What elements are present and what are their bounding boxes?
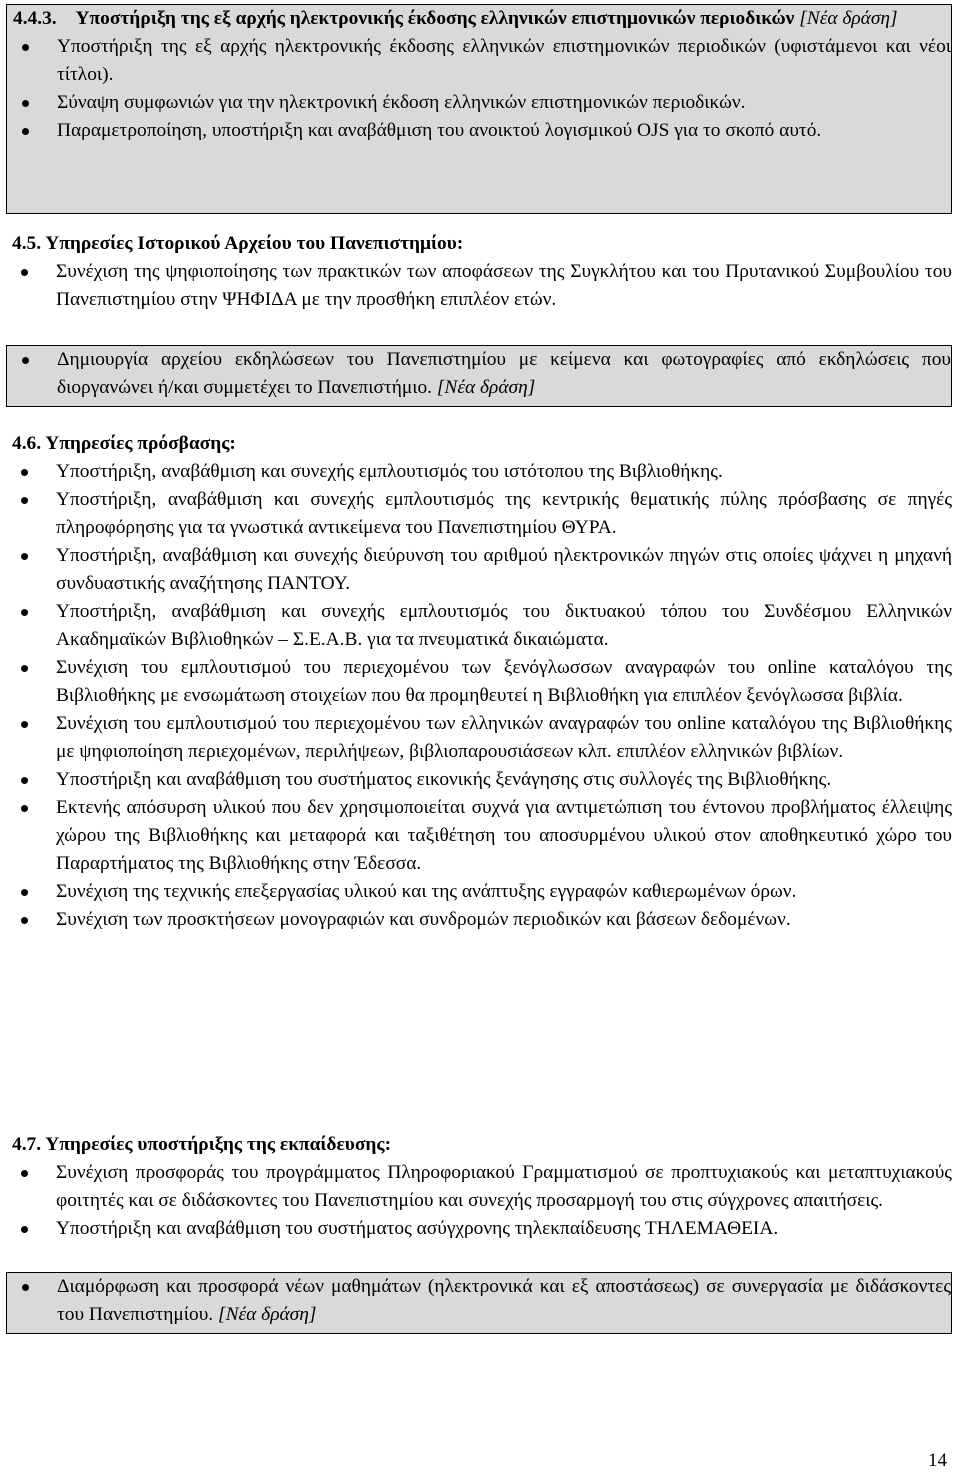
list-item: Υποστήριξη, αναβάθμιση και συνεχής εμπλουτισμός του ιστότοπου της Βιβλιοθήκης. — [6, 458, 952, 486]
section-number: 4.6. — [12, 433, 42, 454]
section-4-4-3-list — [7, 33, 951, 145]
list-item: Συνέχιση των προσκτήσεων μονογραφιών και συνδρομών περιοδικών και βάσεων δεδομένων. — [6, 906, 952, 934]
shaded-list — [7, 1273, 951, 1329]
section-4-6-list — [6, 458, 952, 934]
section-title: Υποστήριξη της εξ αρχής ηλεκτρονικής έκδοσης ελληνικών επιστημονικών περιοδικών — [75, 8, 795, 29]
list-item: Εκτενής απόσυρση υλικού που δεν χρησιμοποιείται συχνά για αντιμετώπιση του έντονου προβλήματος έλλειψης χώρου της Βιβλιοθήκης και μεταφορά και ταξιθέτηση του αποσυρμένου υλικού στον αποθηκευτικό χώρο του Παραρτήματος της Βιβλιοθήκης στην Έδεσσα. — [6, 794, 952, 878]
section-number: 4.5. — [12, 233, 42, 254]
list-item: Σύναψη συμφωνιών για την ηλεκτρονική έκδοση ελληνικών επιστημονικών περιοδικών. — [7, 89, 951, 117]
list-item-text: Διαμόρφωση και προσφορά νέων μαθημάτων (ηλεκτρονικά και εξ αποστάσεως) σε συνεργασία με διδάσκοντες του Πανεπιστημίου. — [57, 1276, 951, 1325]
section-4-5-list — [6, 258, 952, 314]
shaded-list — [7, 346, 951, 402]
section-4-7 — [6, 1131, 952, 1243]
section-4-7-heading — [6, 1131, 952, 1159]
list-item: Συνέχιση του εμπλουτισμού του περιεχομένου των ελληνικών αναγραφών του online καταλόγου της Βιβλιοθήκης με ψηφιοποίηση περιεχομένων, περιλήψεων, βιβλιοπαρουσιάσεων κλπ. επιπλέον ελληνικών βιβλίων. — [6, 710, 952, 766]
new-action-tag: [Νέα δράση] — [799, 8, 898, 29]
list-item: Συνέχιση προσφοράς του προγράμματος Πληροφοριακού Γραμματισμού σε προπτυχιακούς και μεταπτυχιακούς φοιτητές και σε διδάσκοντες του Πανεπιστημίου και συνεχής προσαρμογή του στις σύγχρονες απαιτήσεις. — [6, 1159, 952, 1215]
new-action-tag: [Νέα δράση] — [436, 377, 536, 398]
list-item: Συνέχιση της ψηφιοποίησης των πρακτικών των αποφάσεων της Συγκλήτου και του Πρυτανικού Συμβουλίου του Πανεπιστημίου στην ΨΗΦΙΔΑ με την προσθήκη επιπλέον ετών. — [6, 258, 952, 314]
section-4-5-shaded-item — [6, 345, 952, 407]
list-item — [7, 1273, 951, 1329]
section-4-6 — [6, 430, 952, 934]
list-item: Συνέχιση της τεχνικής επεξεργασίας υλικού και της ανάπτυξης εγγραφών καθιερωμένων όρων. — [6, 878, 952, 906]
section-4-6-heading — [6, 430, 952, 458]
list-item: Υποστήριξη, αναβάθμιση και συνεχής διεύρυνση του αριθμού ηλεκτρονικών πηγών στις οποίες ψάχνει η μηχανή συνδυαστικής αναζήτησης ΠΑΝΤΟΥ. — [6, 542, 952, 598]
list-item: Υποστήριξη, αναβάθμιση και συνεχής εμπλουτισμός της κεντρικής θεματικής πύλης πρόσβασης σε πηγές πληροφόρησης για τα γνωστικά αντικείμενα του Πανεπιστημίου ΘΥΡΑ. — [6, 486, 952, 542]
section-title: Υπηρεσίες πρόσβασης: — [45, 433, 236, 454]
section-4-7-list — [6, 1159, 952, 1243]
list-item-text: Δημιουργία αρχείου εκδηλώσεων του Πανεπιστημίου με κείμενα και φωτογραφίες από εκδηλώσεις που διοργανώνει ή/και συμμετέχει το Πανεπιστήμιο. — [57, 349, 951, 398]
section-number: 4.4.3. — [13, 8, 57, 29]
list-item: Παραμετροποίηση, υποστήριξη και αναβάθμιση του ανοικτού λογισμικού OJS για το σκοπό αυτό. — [7, 117, 951, 145]
section-4-7-shaded-item — [6, 1272, 952, 1334]
page-number: 14 — [928, 1450, 947, 1471]
list-item: Υποστήριξη, αναβάθμιση και συνεχής εμπλουτισμός του δικτυακού τόπου του Συνδέσμου Ελληνικών Ακαδημαϊκών Βιβλιοθηκών – Σ.Ε.Α.Β. για τα πνευματικά δικαιώματα. — [6, 598, 952, 654]
list-item: Υποστήριξη και αναβάθμιση του συστήματος εικονικής ξενάγησης στις συλλογές της Βιβλιοθήκης. — [6, 766, 952, 794]
section-4-4-3-heading — [7, 5, 951, 33]
section-title: Υπηρεσίες υποστήριξης της εκπαίδευσης: — [45, 1134, 392, 1155]
section-4-5-heading — [6, 230, 952, 258]
list-item: Υποστήριξη της εξ αρχής ηλεκτρονικής έκδοσης ελληνικών επιστημονικών περιοδικών (υφιστάμενοι και νέοι τίτλοι). — [7, 33, 951, 89]
section-title: Υπηρεσίες Ιστορικού Αρχείου του Πανεπιστημίου: — [45, 233, 464, 254]
list-item: Συνέχιση του εμπλουτισμού του περιεχομένου των ξενόγλωσσων αναγραφών του online καταλόγου της Βιβλιοθήκης με ενσωμάτωση στοιχείων που θα προμηθευτεί η Βιβλιοθήκη για επιπλέον ξενόγλωσσα βιβλία. — [6, 654, 952, 710]
section-4-4-3-box — [6, 4, 952, 214]
list-item: Υποστήριξη και αναβάθμιση του συστήματος ασύγχρονης τηλεκπαίδευσης ΤΗΛΕΜΑΘΕΙΑ. — [6, 1215, 952, 1243]
new-action-tag: [Νέα δράση] — [218, 1304, 317, 1325]
section-4-5 — [6, 230, 952, 314]
section-number: 4.7. — [12, 1134, 42, 1155]
list-item — [7, 346, 951, 402]
